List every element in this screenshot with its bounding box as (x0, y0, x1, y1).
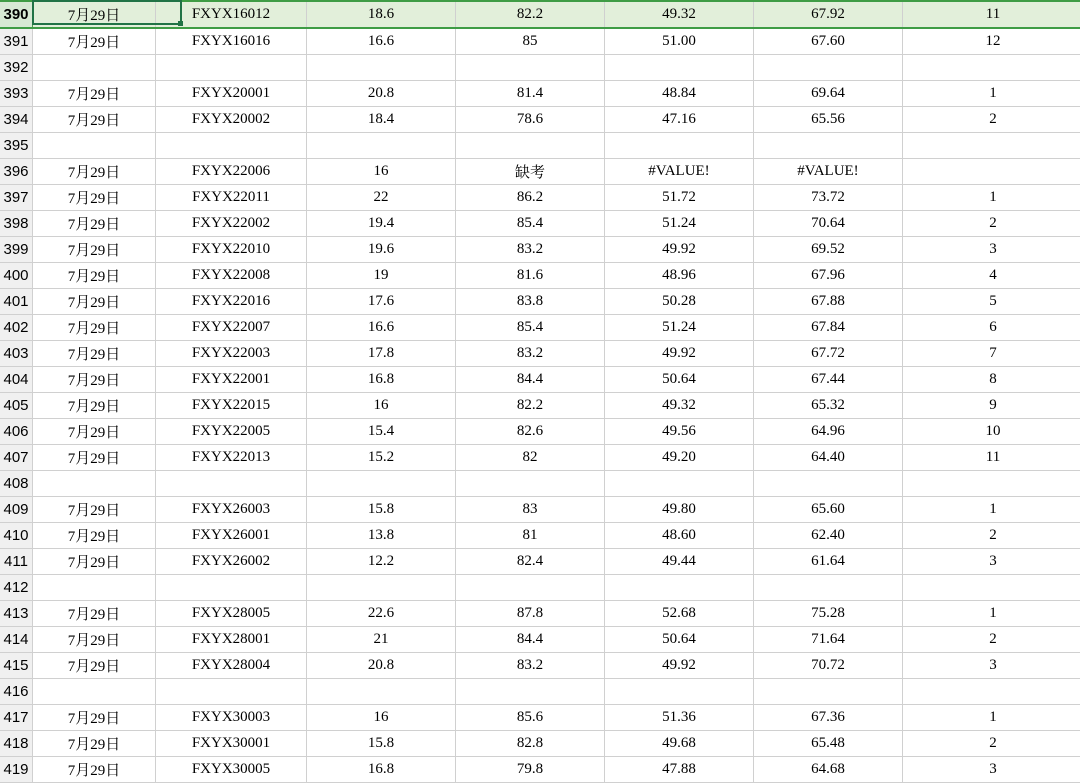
cell-date[interactable]: 7月29日 (33, 757, 156, 783)
cell-value-4[interactable]: 65.32 (754, 393, 903, 419)
cell-date[interactable] (33, 575, 156, 601)
row-header[interactable]: 400 (0, 263, 33, 289)
cell-value-3[interactable]: 51.36 (605, 705, 754, 731)
cell-date[interactable] (33, 471, 156, 497)
cell-code[interactable]: FXYX30001 (156, 731, 307, 757)
cell-value-2[interactable] (456, 575, 605, 601)
cell-value-2[interactable] (456, 55, 605, 81)
cell-value-2[interactable]: 82.4 (456, 549, 605, 575)
cell-value-1[interactable]: 20.8 (307, 81, 456, 107)
cell-value-2[interactable]: 79.8 (456, 757, 605, 783)
cell-value-3[interactable] (605, 575, 754, 601)
row-header[interactable]: 392 (0, 55, 33, 81)
cell-value-1[interactable] (307, 679, 456, 705)
table-row[interactable] (0, 757, 1080, 783)
table-row[interactable] (0, 627, 1080, 653)
cell-value-2[interactable]: 85.4 (456, 211, 605, 237)
table-row[interactable] (0, 107, 1080, 133)
cell-value-3[interactable]: 48.96 (605, 263, 754, 289)
row-header[interactable]: 394 (0, 107, 33, 133)
row-header[interactable]: 418 (0, 731, 33, 757)
cell-date[interactable]: 7月29日 (33, 523, 156, 549)
cell-value-4[interactable]: 67.92 (754, 1, 903, 28)
cell-rank[interactable] (903, 575, 1080, 601)
row-header[interactable]: 405 (0, 393, 33, 419)
table-row[interactable] (0, 679, 1080, 705)
cell-value-1[interactable]: 15.8 (307, 731, 456, 757)
row-header[interactable]: 409 (0, 497, 33, 523)
cell-date[interactable]: 7月29日 (33, 497, 156, 523)
cell-code[interactable]: FXYX26002 (156, 549, 307, 575)
table-row[interactable] (0, 653, 1080, 679)
cell-value-2[interactable]: 82.2 (456, 1, 605, 28)
row-header[interactable]: 417 (0, 705, 33, 731)
cell-code[interactable]: FXYX16016 (156, 28, 307, 55)
row-header[interactable]: 397 (0, 185, 33, 211)
cell-value-1[interactable]: 16 (307, 159, 456, 185)
cell-value-1[interactable]: 22 (307, 185, 456, 211)
cell-value-3[interactable]: 49.32 (605, 1, 754, 28)
row-header[interactable]: 414 (0, 627, 33, 653)
cell-value-3[interactable]: 49.32 (605, 393, 754, 419)
cell-value-2[interactable]: 85.6 (456, 705, 605, 731)
cell-value-4[interactable]: 71.64 (754, 627, 903, 653)
cell-value-2[interactable]: 82.6 (456, 419, 605, 445)
cell-rank[interactable] (903, 471, 1080, 497)
cell-rank[interactable]: 2 (903, 523, 1080, 549)
cell-value-1[interactable]: 19 (307, 263, 456, 289)
cell-value-4[interactable]: 64.68 (754, 757, 903, 783)
cell-value-4[interactable]: 69.52 (754, 237, 903, 263)
cell-value-3[interactable]: 49.44 (605, 549, 754, 575)
cell-value-4[interactable]: 75.28 (754, 601, 903, 627)
cell-value-1[interactable]: 15.2 (307, 445, 456, 471)
cell-code[interactable] (156, 575, 307, 601)
cell-value-1[interactable]: 16.6 (307, 28, 456, 55)
cell-code[interactable]: FXYX16012 (156, 1, 307, 28)
cell-rank[interactable] (903, 133, 1080, 159)
cell-rank[interactable]: 11 (903, 445, 1080, 471)
cell-value-4[interactable]: 67.60 (754, 28, 903, 55)
cell-value-2[interactable]: 82.8 (456, 731, 605, 757)
cell-value-2[interactable]: 84.4 (456, 627, 605, 653)
cell-value-3[interactable] (605, 55, 754, 81)
cell-value-1[interactable]: 19.4 (307, 211, 456, 237)
table-row[interactable] (0, 341, 1080, 367)
cell-value-4[interactable]: 67.72 (754, 341, 903, 367)
cell-date[interactable]: 7月29日 (33, 185, 156, 211)
cell-date[interactable]: 7月29日 (33, 419, 156, 445)
cell-value-1[interactable] (307, 55, 456, 81)
cell-value-2[interactable]: 缺考 (456, 159, 605, 185)
cell-code[interactable]: FXYX28004 (156, 653, 307, 679)
cell-value-1[interactable] (307, 471, 456, 497)
cell-value-3[interactable]: 50.64 (605, 367, 754, 393)
cell-date[interactable]: 7月29日 (33, 211, 156, 237)
cell-code[interactable]: FXYX22010 (156, 237, 307, 263)
cell-rank[interactable]: 3 (903, 653, 1080, 679)
cell-rank[interactable] (903, 159, 1080, 185)
cell-date[interactable]: 7月29日 (33, 601, 156, 627)
row-header[interactable]: 408 (0, 471, 33, 497)
cell-rank[interactable]: 7 (903, 341, 1080, 367)
cell-code[interactable]: FXYX22003 (156, 341, 307, 367)
cell-value-4[interactable]: 67.96 (754, 263, 903, 289)
row-header[interactable]: 395 (0, 133, 33, 159)
cell-value-4[interactable]: 67.36 (754, 705, 903, 731)
cell-value-4[interactable]: 70.72 (754, 653, 903, 679)
cell-value-2[interactable]: 82 (456, 445, 605, 471)
cell-code[interactable]: FXYX28001 (156, 627, 307, 653)
row-header[interactable]: 412 (0, 575, 33, 601)
cell-value-3[interactable]: 51.24 (605, 211, 754, 237)
cell-value-1[interactable]: 18.4 (307, 107, 456, 133)
row-header[interactable]: 393 (0, 81, 33, 107)
cell-value-1[interactable]: 19.6 (307, 237, 456, 263)
cell-code[interactable]: FXYX26003 (156, 497, 307, 523)
cell-value-1[interactable]: 20.8 (307, 653, 456, 679)
cell-value-3[interactable] (605, 679, 754, 705)
cell-date[interactable]: 7月29日 (33, 81, 156, 107)
cell-date[interactable]: 7月29日 (33, 627, 156, 653)
cell-value-4[interactable] (754, 471, 903, 497)
cell-value-4[interactable]: 67.44 (754, 367, 903, 393)
cell-value-1[interactable]: 16.6 (307, 315, 456, 341)
cell-value-1[interactable]: 16.8 (307, 367, 456, 393)
cell-code[interactable]: FXYX22001 (156, 367, 307, 393)
table-row[interactable] (0, 419, 1080, 445)
cell-date[interactable]: 7月29日 (33, 28, 156, 55)
table-row[interactable] (0, 28, 1080, 55)
cell-value-1[interactable]: 17.8 (307, 341, 456, 367)
cell-value-1[interactable]: 17.6 (307, 289, 456, 315)
cell-value-4[interactable]: #VALUE! (754, 159, 903, 185)
cell-value-3[interactable]: 51.24 (605, 315, 754, 341)
cell-code[interactable] (156, 679, 307, 705)
cell-value-2[interactable]: 85 (456, 28, 605, 55)
table-row[interactable] (0, 601, 1080, 627)
cell-value-4[interactable] (754, 679, 903, 705)
cell-value-4[interactable]: 70.64 (754, 211, 903, 237)
row-header[interactable]: 390 (0, 1, 33, 28)
cell-date[interactable]: 7月29日 (33, 367, 156, 393)
cell-value-1[interactable]: 12.2 (307, 549, 456, 575)
cell-date[interactable]: 7月29日 (33, 263, 156, 289)
cell-date[interactable]: 7月29日 (33, 1, 156, 28)
cell-value-2[interactable]: 83.2 (456, 237, 605, 263)
cell-date[interactable]: 7月29日 (33, 393, 156, 419)
cell-value-2[interactable]: 84.4 (456, 367, 605, 393)
cell-rank[interactable]: 5 (903, 289, 1080, 315)
row-header[interactable]: 396 (0, 159, 33, 185)
cell-code[interactable]: FXYX22002 (156, 211, 307, 237)
table-row[interactable] (0, 263, 1080, 289)
cell-value-3[interactable] (605, 133, 754, 159)
cell-value-3[interactable]: #VALUE! (605, 159, 754, 185)
row-header[interactable]: 413 (0, 601, 33, 627)
row-header[interactable]: 401 (0, 289, 33, 315)
cell-value-4[interactable]: 65.56 (754, 107, 903, 133)
cell-value-2[interactable]: 83.8 (456, 289, 605, 315)
cell-value-4[interactable]: 65.60 (754, 497, 903, 523)
row-header[interactable]: 403 (0, 341, 33, 367)
cell-value-2[interactable]: 83.2 (456, 341, 605, 367)
cell-value-2[interactable] (456, 471, 605, 497)
cell-rank[interactable]: 2 (903, 627, 1080, 653)
cell-date[interactable]: 7月29日 (33, 289, 156, 315)
cell-value-2[interactable]: 82.2 (456, 393, 605, 419)
cell-value-4[interactable]: 67.84 (754, 315, 903, 341)
cell-value-3[interactable]: 49.92 (605, 237, 754, 263)
cell-date[interactable]: 7月29日 (33, 705, 156, 731)
cell-rank[interactable]: 1 (903, 185, 1080, 211)
cell-value-2[interactable]: 81.4 (456, 81, 605, 107)
cell-date[interactable]: 7月29日 (33, 341, 156, 367)
cell-rank[interactable]: 3 (903, 549, 1080, 575)
table-row[interactable] (0, 575, 1080, 601)
cell-rank[interactable]: 9 (903, 393, 1080, 419)
cell-value-2[interactable]: 81 (456, 523, 605, 549)
cell-date[interactable] (33, 133, 156, 159)
cell-value-2[interactable]: 85.4 (456, 315, 605, 341)
cell-code[interactable]: FXYX22005 (156, 419, 307, 445)
cell-code[interactable]: FXYX28005 (156, 601, 307, 627)
cell-code[interactable]: FXYX30003 (156, 705, 307, 731)
cell-value-2[interactable] (456, 679, 605, 705)
cell-value-2[interactable]: 78.6 (456, 107, 605, 133)
table-row[interactable] (0, 393, 1080, 419)
cell-value-3[interactable]: 50.28 (605, 289, 754, 315)
table-row[interactable] (0, 549, 1080, 575)
cell-value-2[interactable]: 83 (456, 497, 605, 523)
cell-value-1[interactable]: 16 (307, 705, 456, 731)
cell-rank[interactable]: 12 (903, 28, 1080, 55)
cell-code[interactable] (156, 133, 307, 159)
cell-value-3[interactable] (605, 471, 754, 497)
cell-date[interactable]: 7月29日 (33, 159, 156, 185)
row-header[interactable]: 404 (0, 367, 33, 393)
table-row[interactable] (0, 1, 1080, 28)
table-row[interactable] (0, 471, 1080, 497)
cell-value-4[interactable] (754, 575, 903, 601)
cell-rank[interactable]: 6 (903, 315, 1080, 341)
cell-code[interactable]: FXYX22006 (156, 159, 307, 185)
cell-rank[interactable]: 11 (903, 1, 1080, 28)
cell-rank[interactable]: 4 (903, 263, 1080, 289)
cell-value-2[interactable]: 87.8 (456, 601, 605, 627)
cell-code[interactable]: FXYX30005 (156, 757, 307, 783)
row-header[interactable]: 411 (0, 549, 33, 575)
row-header[interactable]: 407 (0, 445, 33, 471)
cell-value-4[interactable]: 61.64 (754, 549, 903, 575)
cell-rank[interactable] (903, 55, 1080, 81)
cell-date[interactable] (33, 679, 156, 705)
cell-code[interactable]: FXYX20002 (156, 107, 307, 133)
cell-value-1[interactable]: 15.4 (307, 419, 456, 445)
row-header[interactable]: 398 (0, 211, 33, 237)
table-row[interactable] (0, 237, 1080, 263)
cell-value-3[interactable]: 49.92 (605, 341, 754, 367)
table-row[interactable] (0, 705, 1080, 731)
cell-date[interactable]: 7月29日 (33, 315, 156, 341)
cell-code[interactable]: FXYX20001 (156, 81, 307, 107)
cell-value-3[interactable]: 50.64 (605, 627, 754, 653)
cell-code[interactable]: FXYX22008 (156, 263, 307, 289)
table-row[interactable] (0, 315, 1080, 341)
table-row[interactable] (0, 445, 1080, 471)
cell-rank[interactable] (903, 679, 1080, 705)
cell-value-1[interactable]: 15.8 (307, 497, 456, 523)
table-row[interactable] (0, 159, 1080, 185)
row-header[interactable]: 399 (0, 237, 33, 263)
table-row[interactable] (0, 367, 1080, 393)
table-row[interactable] (0, 55, 1080, 81)
cell-value-3[interactable]: 52.68 (605, 601, 754, 627)
cell-rank[interactable]: 1 (903, 497, 1080, 523)
cell-code[interactable]: FXYX22007 (156, 315, 307, 341)
cell-rank[interactable]: 2 (903, 731, 1080, 757)
cell-code[interactable]: FXYX22015 (156, 393, 307, 419)
cell-value-1[interactable]: 21 (307, 627, 456, 653)
cell-code[interactable]: FXYX22011 (156, 185, 307, 211)
row-header[interactable]: 416 (0, 679, 33, 705)
cell-value-3[interactable]: 49.56 (605, 419, 754, 445)
cell-rank[interactable]: 1 (903, 81, 1080, 107)
cell-rank[interactable]: 10 (903, 419, 1080, 445)
cell-value-3[interactable]: 47.16 (605, 107, 754, 133)
cell-rank[interactable]: 2 (903, 211, 1080, 237)
cell-value-1[interactable]: 16 (307, 393, 456, 419)
cell-value-3[interactable]: 49.92 (605, 653, 754, 679)
row-header[interactable]: 402 (0, 315, 33, 341)
cell-value-2[interactable] (456, 133, 605, 159)
cell-rank[interactable]: 8 (903, 367, 1080, 393)
cell-value-1[interactable]: 18.6 (307, 1, 456, 28)
cell-value-4[interactable]: 64.96 (754, 419, 903, 445)
cell-rank[interactable]: 3 (903, 757, 1080, 783)
table-row[interactable] (0, 289, 1080, 315)
cell-value-1[interactable]: 16.8 (307, 757, 456, 783)
row-header[interactable]: 415 (0, 653, 33, 679)
cell-code[interactable] (156, 471, 307, 497)
table-body[interactable] (0, 1, 1080, 783)
table-row[interactable] (0, 185, 1080, 211)
row-header[interactable]: 406 (0, 419, 33, 445)
cell-value-1[interactable]: 22.6 (307, 601, 456, 627)
table-row[interactable] (0, 497, 1080, 523)
cell-value-4[interactable]: 73.72 (754, 185, 903, 211)
cell-rank[interactable]: 1 (903, 705, 1080, 731)
table-row[interactable] (0, 81, 1080, 107)
row-header[interactable]: 391 (0, 28, 33, 55)
cell-value-3[interactable]: 47.88 (605, 757, 754, 783)
cell-date[interactable]: 7月29日 (33, 445, 156, 471)
cell-code[interactable] (156, 55, 307, 81)
cell-value-3[interactable]: 49.68 (605, 731, 754, 757)
cell-value-3[interactable]: 51.72 (605, 185, 754, 211)
cell-value-1[interactable] (307, 133, 456, 159)
cell-date[interactable]: 7月29日 (33, 549, 156, 575)
row-header[interactable]: 419 (0, 757, 33, 783)
cell-value-3[interactable]: 48.84 (605, 81, 754, 107)
table-row[interactable] (0, 211, 1080, 237)
table-row[interactable] (0, 731, 1080, 757)
cell-value-4[interactable]: 67.88 (754, 289, 903, 315)
cell-value-4[interactable]: 69.64 (754, 81, 903, 107)
cell-code[interactable]: FXYX26001 (156, 523, 307, 549)
cell-value-3[interactable]: 49.80 (605, 497, 754, 523)
cell-date[interactable] (33, 55, 156, 81)
cell-value-4[interactable]: 65.48 (754, 731, 903, 757)
cell-value-1[interactable]: 13.8 (307, 523, 456, 549)
cell-rank[interactable]: 2 (903, 107, 1080, 133)
cell-date[interactable]: 7月29日 (33, 731, 156, 757)
cell-value-3[interactable]: 48.60 (605, 523, 754, 549)
cell-value-4[interactable] (754, 133, 903, 159)
cell-rank[interactable]: 1 (903, 601, 1080, 627)
cell-value-2[interactable]: 81.6 (456, 263, 605, 289)
row-header[interactable]: 410 (0, 523, 33, 549)
cell-value-2[interactable]: 83.2 (456, 653, 605, 679)
cell-code[interactable]: FXYX22016 (156, 289, 307, 315)
cell-value-4[interactable]: 62.40 (754, 523, 903, 549)
cell-value-4[interactable]: 64.40 (754, 445, 903, 471)
cell-date[interactable]: 7月29日 (33, 107, 156, 133)
cell-rank[interactable]: 3 (903, 237, 1080, 263)
table-row[interactable] (0, 523, 1080, 549)
cell-code[interactable]: FXYX22013 (156, 445, 307, 471)
table-row[interactable] (0, 133, 1080, 159)
cell-value-4[interactable] (754, 55, 903, 81)
cell-value-3[interactable]: 49.20 (605, 445, 754, 471)
cell-date[interactable]: 7月29日 (33, 237, 156, 263)
cell-value-2[interactable]: 86.2 (456, 185, 605, 211)
cell-value-3[interactable]: 51.00 (605, 28, 754, 55)
cell-value-1[interactable] (307, 575, 456, 601)
cell-date[interactable]: 7月29日 (33, 653, 156, 679)
